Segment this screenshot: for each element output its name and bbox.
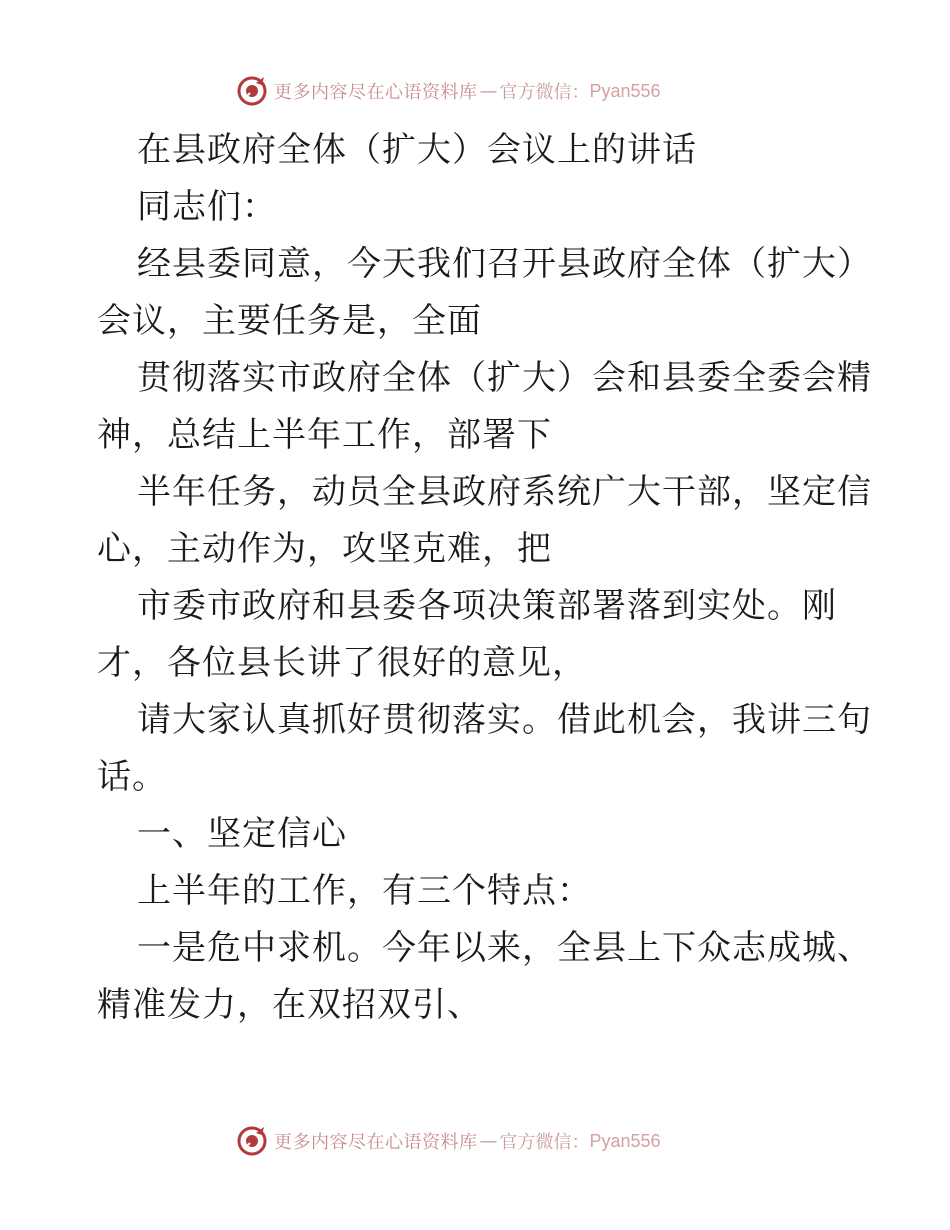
text-line: 心，主动作为，攻坚克难，把	[97, 529, 552, 569]
text-line: 请大家认真抓好贯彻落实。借此机会，我讲三句	[137, 700, 872, 740]
footer-watermark	[236, 1124, 661, 1158]
text-line: 会议，主要任务是，全面	[97, 301, 482, 341]
text-line: 一是危中求机。今年以来，全县上下众志成城、	[137, 928, 872, 968]
text-line: 经县委同意，今天我们召开县政府全体（扩大）	[137, 244, 872, 284]
text-line: 在县政府全体（扩大）会议上的讲话	[137, 130, 697, 170]
watermark-separator: —	[479, 80, 498, 102]
watermark-wechat-id: Pyan556	[589, 1130, 661, 1151]
text-line: 神，总结上半年工作，部署下	[97, 415, 552, 455]
text-line: 市委市政府和县委各项决策部署落到实处。刚	[137, 586, 837, 626]
document-body	[97, 122, 872, 1034]
watermark-wechat-id: Pyan556	[589, 80, 661, 101]
header-watermark	[236, 74, 661, 108]
text-line: 话。	[97, 757, 167, 797]
brand-logo-icon	[236, 1125, 268, 1157]
text-line: 上半年的工作，有三个特点：	[137, 871, 592, 911]
text-line: 同志们：	[137, 187, 277, 227]
brand-logo-icon	[236, 75, 268, 107]
watermark-separator: —	[479, 1130, 498, 1152]
text-line: 半年任务，动员全县政府系统广大干部，坚定信	[137, 472, 872, 512]
text-line: 一、坚定信心	[137, 814, 347, 854]
text-line: 精准发力，在双招双引、	[97, 985, 482, 1025]
text-line: 贯彻落实市政府全体（扩大）会和县委全委会精	[137, 358, 872, 398]
watermark-brand: 更多内容尽在心语资料库	[274, 82, 478, 103]
watermark-brand: 更多内容尽在心语资料库	[274, 1132, 478, 1153]
watermark-official-label: 官方微信：	[499, 82, 590, 103]
watermark-official-label: 官方微信：	[499, 1132, 590, 1153]
text-line: 才，各位县长讲了很好的意见，	[97, 643, 587, 683]
